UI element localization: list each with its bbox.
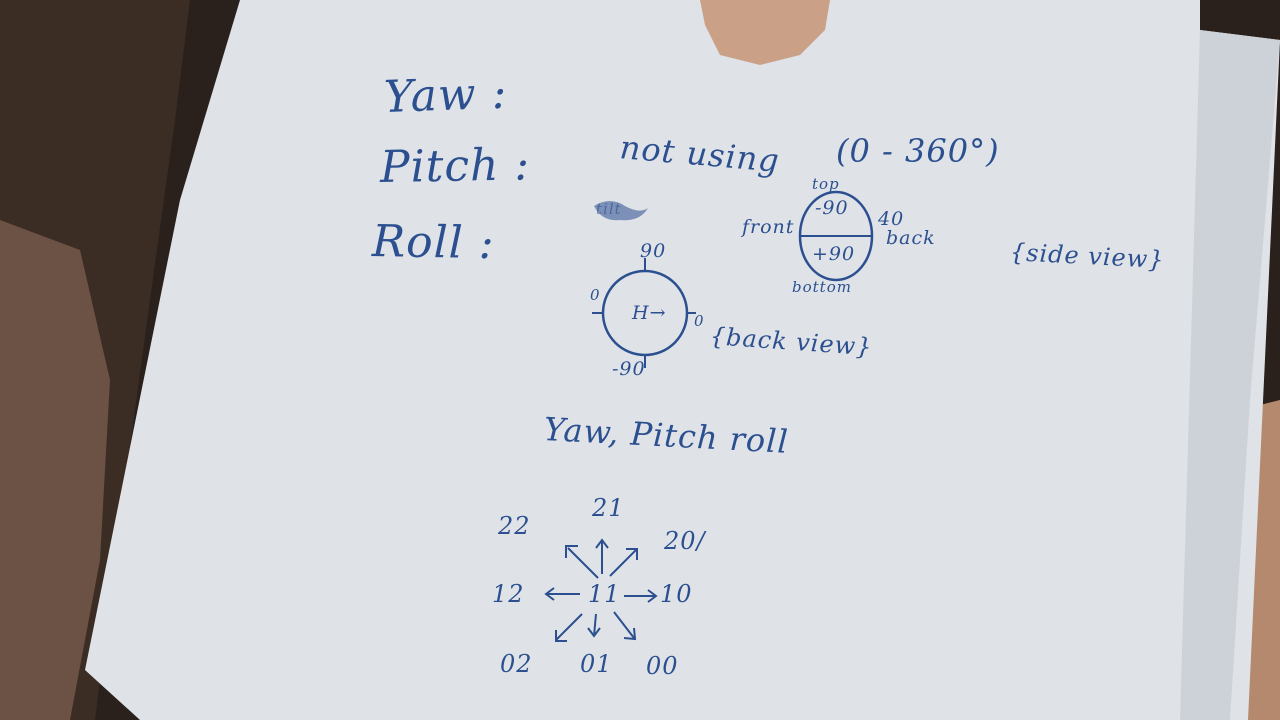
grid-12: 12 [492,580,525,608]
side-view-top: top [812,175,840,193]
pitch-label: Pitch : [379,139,531,193]
grid-21: 21 [592,494,625,522]
back-view-center: H→ [632,302,667,324]
side-view-top-angle: -90 [815,197,849,219]
back-view-top-angle: 90 [640,240,667,262]
side-view-bottom-angle: +90 [812,243,856,265]
back-view-bottom-angle: -90 [612,358,646,380]
grid-22: 22 [498,512,531,540]
paper-sheet [85,0,1280,720]
grid-10: 10 [660,580,693,608]
side-view-back-angle: 40 [878,208,905,230]
grid-20: 20/ [664,527,706,555]
grid-00: 00 [646,652,679,680]
roll-label: Roll : [371,216,496,270]
order-label: Yaw, Pitch roll [543,410,790,461]
yaw-range: (0 - 360°) [836,132,1000,170]
back-view-right-angle: 0 [694,312,705,330]
grid-02: 02 [500,650,533,678]
yaw-label: Yaw : [383,67,509,123]
back-view-caption: {back view} [709,322,874,362]
side-view-back: back [886,227,936,249]
grid-11: 11 [588,580,621,608]
scribble-text: tilt [596,200,622,218]
grid-01: 01 [580,650,613,678]
yaw-value: not using [618,128,782,180]
back-view-left-angle: 0 [590,286,601,304]
side-view-front: front [742,216,795,238]
side-view-bottom: bottom [792,278,852,296]
side-view-caption: {side view} [1009,238,1166,275]
